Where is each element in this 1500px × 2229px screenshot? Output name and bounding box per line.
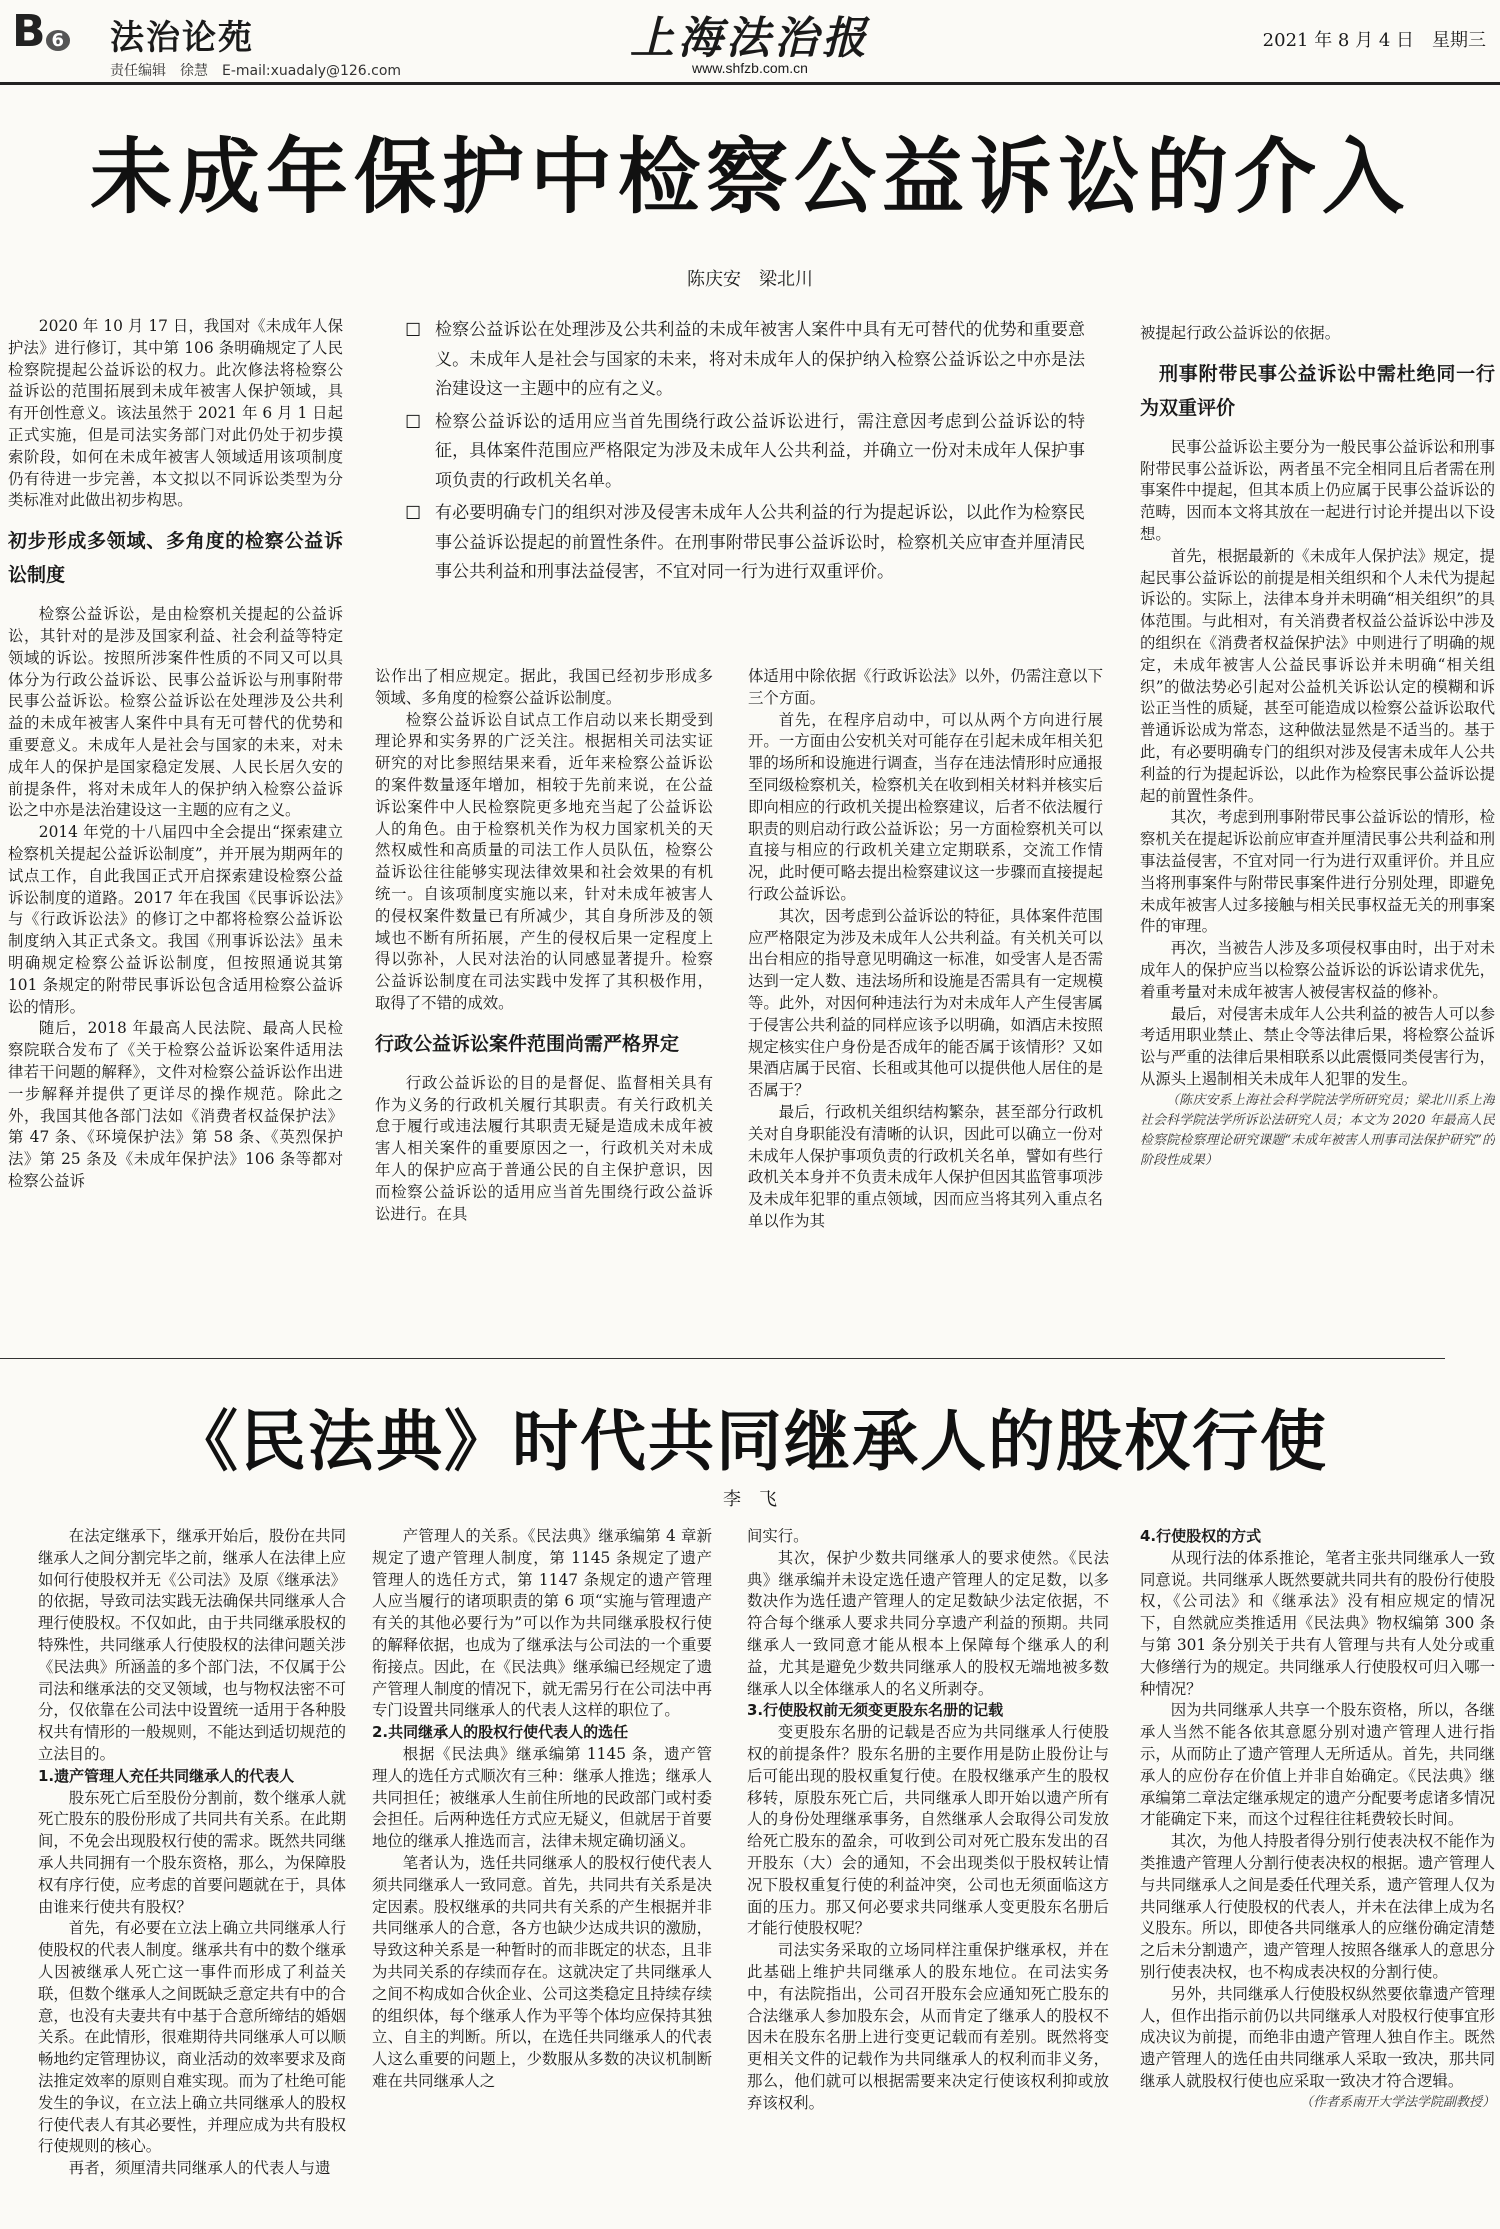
subheading: 初步形成多领域、多角度的检察公益诉讼制度 (8, 530, 343, 587)
page-number-badge (12, 6, 70, 57)
paragraph: 再者，须厘清共同继承人的代表人与遗 (68, 2159, 331, 2178)
checkbox-bullet-icon: ☐ (405, 503, 422, 524)
paragraph: 讼作出了相应规定。据此，我国已经初步形成多领域、多角度的检察公益诉讼制度。 (375, 667, 713, 707)
paragraph: 其次，保护少数共同继承人的要求使然。《民法典》继承编并未设定选任遗产管理人的定足数，以多数决作为选任遗产管理人的定足数缺少法定依据，不符合每个继承人要求共同分享遗产利益的预期。共同继承人一致同意才能从根本上保障每个继承人的利益，尤其是避免少数共同继承人的股权无端地被多数继承人以全体继承人的名义所剥夺。 (747, 1548, 1109, 1698)
paragraph: 体适用中除依据《行政诉讼法》以外，仍需注意以下三个方面。 (748, 667, 1103, 707)
subheading: 1.遗产管理人充任共同继承人的代表人 (38, 1766, 295, 1785)
paragraph: 2020 年 10 月 17 日，我国对《未成年人保护法》进行修订，其中第 106 条明确规定了人民检察院提起公益诉讼的权力。此次修法将检察公益诉讼的范围拓展到未成年被害人保护领域，具有开创性意义。该法虽然于 2021 年 6 月 1 日起正式实施，但是司法实务部门对此仍处于初步摸索阶段，如何在未成年被害人领域适用该项制度仍有待进一步完善，本文拟以不同诉讼类型为分类标准对此做出初步构思。 (8, 317, 343, 510)
article1-title: 未成年保护中检察公益诉讼的介入 (89, 130, 1410, 225)
paragraph: 首先，在程序启动中，可以从两个方向进行展开。一方面由公安机关对可能存在引起未成年相关犯罪的场所和设施进行调查，当存在违法情形时应通报至同级检察机关，检察机关在收到相关材料并核实后即向相应的行政机关提出检察建议，后者不依法履行职责的则启动行政公益诉讼；另一方面检察机关可以直接与相应的行政机关建立定期联系，交流工作情况，此时便可略去提出检察建议这一步骤而直接提起行政公益诉讼。 (748, 710, 1103, 903)
paragraph: 在法定继承下，继承开始后，股份在共同继承人之间分割完毕之前，继承人在法律上应如何行使股权并无《公司法》及原《继承法》的依据，导致司法实践无法确保共同继承人合理行使股权。不仅如此，由于共同继承股权的特殊性，共同继承人行使股权的法律问题关涉《民法典》所涵盖的多个部门法，不仅属于公司法和继承法的交叉领域，也与物权法密不可分，仅依靠在公司法中设置统一适用于各种股权共有情形的一般规则，不能达到适切规范的立法目的。 (38, 1527, 346, 1763)
article2-column-3 (747, 1526, 1109, 2226)
paragraph: 最后，对侵害未成年人公共利益的被告人可以参考适用职业禁止、禁止令等法律后果，将检察公益诉讼与严重的法律后果相联系以此震慑同类侵害行为，从源头上遏制相关未成年人犯罪的发生。 (1140, 1004, 1495, 1088)
highlight-item (405, 316, 1085, 405)
paragraph: 首先，根据最新的《未成年人保护法》规定，提起民事公益诉讼的前提是相关组织和个人未代为提起诉讼的。实际上，法律本身并未明确“相关组织”的具体范围。与此相对，有关消费者权益公益诉讼中涉及的组织在《消费者权益保护法》中则进行了明确的规定，未成年被害人公益民事诉讼并未明确“相关组织”的做法势必引起对公益机关诉讼认定的模糊和诉讼正当性的质疑，甚至可能造成以检察公益诉讼取代普通诉讼成为常态，这种做法显然是不适当的。基于此，有必要明确专门的组织对涉及侵害未成年人公共利益的行为提起诉讼，以此作为检察民事公益诉讼提起的前置性条件。 (1140, 546, 1495, 805)
article2-author: 李 飞 (723, 1489, 777, 1510)
issue-date: 2021 年 8 月 4 日 星期三 (1262, 30, 1486, 51)
editor-credit: 责任编辑 徐慧 E-mail:xuadaly@126.com (110, 63, 402, 79)
paragraph: 再次，当被告人涉及多项侵权事由时，出于对未成年人的保护应当以检察公益诉讼的诉讼请求优先，着重考量对未成年被害人被侵害权益的修补。 (1140, 939, 1495, 1001)
paragraph: 间实行。 (747, 1527, 809, 1545)
subheading: 行政公益诉讼案件范围尚需严格界定 (375, 1032, 680, 1055)
paragraph: 从现行法的体系推论，笔者主张共同继承人一致同意说。共同继承人既然要就共同共有的股份行使股权，《公司法》和《继承法》没有相应规定的情况下，自然就应类推适用《民法典》物权编第 300 条与第 301 条分别关于共有人管理与共有人处分或重大修缮行为的规定。共同继承人行使股权可归入哪一种情况？ (1140, 1548, 1495, 1698)
paragraph: 产管理人的关系。《民法典》继承编第 4 章新规定了遗产管理人制度，第 1145 条规定了遗产管理人的选任方式，第 1147 条规定的遗产管理人应当履行的诸项职责的第 6 项“实施与管理遗产有关的其他必要行为”可以作为共同继承股权行使的解释依据，也成为了继承法与公司法的一个重要衔接点。因此，在《民法典》继承编已经规定了遗产管理人制度的情况下，就无需另行在公司法中再专门设置共同继承人的代表人这样的职位了。 (372, 1527, 712, 1720)
subheading: 2.共同继承人的股权行使代表人的选任 (372, 1723, 629, 1742)
checkbox-bullet-icon: ☐ (405, 320, 422, 341)
highlight-text: 检察公益诉讼在处理涉及公共利益的未成年被害人案件中具有无可替代的优势和重要意义。未成年人是社会与国家的未来，将对未成年人的保护纳入检察公益诉讼之中亦是法治建设这一主题中的应有之义。 (435, 320, 1085, 399)
paragraph: 变更股东名册的记载是否应为共同继承人行使股权的前提条件？股东名册的主要作用是防止股份让与后可能出现的股权重复行使。在股权继承产生的股权移转，原股东死亡后，共同继承人即开始以遗产所有人的身份处理继承事务，自然继承人会取得公司发放给死亡股东的盈余，可收到公司对死亡股东发出的召开股东（大）会的通知，不会出现类似于股权转让情况下股权重复行使的利益冲突，公司也无须面临这方面的压力。那又何必要求共同继承人变更股东名册后才能行使股权呢？ (747, 1723, 1109, 1938)
paragraph: 行政公益诉讼的目的是督促、监督相关具有作为义务的行政机关履行其职责。有关行政机关怠于履行或违法履行其职责无疑是造成未成年被害人相关案件的重要原因之一，行政机关对未成年人的保护应高于普通公民的自主保护意识，因而检察公益诉讼的适用应当首先围绕行政公益诉讼进行。在具 (375, 1073, 713, 1223)
newspaper-url: www.shfzb.com.cn (692, 60, 808, 76)
paragraph: 首先，有必要在立法上确立共同继承人行使股权的代表人制度。继承共有中的数个继承人因被继承人死亡这一事件而形成了利益关联，但数个继承人之间既缺乏意定共有中的合意，也没有夫妻共有中基于合意所缔结的婚姻关系。在此情形，很难期待共同继承人可以顺畅地约定管理协议，商业活动的效率要求及商法推定效率的原则自难实现。而为了杜绝可能发生的争议，在立法上确立共同继承人的股权行使代表人有其必要性，并理应成为共有股权行使规则的核心。 (38, 1919, 346, 2156)
article1-column-4 (1140, 323, 1495, 1353)
paragraph: 另外，共同继承人行使股权纵然要依靠遗产管理人，但作出指示前仍以共同继承人对股权行使事宜形成决议为前提，而绝非由遗产管理人独自作主。既然遗产管理人的选任由共同继承人采取一致决，那共同继承人就股权行使也应采取一致决才符合逻辑。 (1140, 1984, 1495, 2090)
paragraph: 民事公益诉讼主要分为一般民事公益诉讼和刑事附带民事公益诉讼，两者虽不完全相同且后者需在刑事案件中提起，但其本质上仍应属于民事公益诉讼的范畴，因而本文将其放在一起进行讨论并提出以下设想。 (1140, 437, 1495, 543)
paragraph: 其次，因考虑到公益诉讼的特征，具体案件范围应严格限定为涉及未成年人公共利益。有关机关可以出台相应的指导意见明确这一标准，如受害人是否需达到一定人数、违法场所和设施是否需具有一定规模等。此外，对因何种违法行为对未成年人产生侵害属于侵害公共利益的同样应该予以明确，如酒店未按照规定核实住户身份是否成年的能否属于该情形？又如果酒店属于民宿、长租或其他可以提供他人居住的是否属于？ (748, 906, 1103, 1100)
paragraph: 笔者认为，选任共同继承人的股权行使代表人须共同继承人一致同意。首先，共同共有关系是决定因素。股权继承的共同共有关系的产生根据并非共同继承人的合意，各方也缺少达成共识的激励，导致这种关系是一种暂时的而非既定的状态，且非为共同关系的存续而存在。这就决定了共同继承人之间不构成如合伙企业、公司这类稳定且持续存续的组织体，每个继承人作为平等个体均应保持其独立、自主的判断。所以，在选任共同继承人的代表人这么重要的问题上，少数服从多数的决议机制断难在共同继承人之 (372, 1853, 712, 2090)
author-note: （作者系南开大学法学院副教授） (1299, 2094, 1495, 2110)
paragraph: 被提起行政公益诉讼的依据。 (1140, 324, 1341, 342)
paragraph: 2014 年党的十八届四中全会提出“探索建立检察机关提起公益诉讼制度”，并开展为期两年的试点工作，自此我国正式开启探索建设检察公益诉讼制度的道路。2017 年在我国《民事诉讼法》与《行政诉讼法》的修订之中都将检察公益诉讼制度纳入其正式条文。我国《刑事诉讼法》虽未明确规定检察公益诉讼制度，但按照通说其第 101 条规定的附带民事诉讼包含适用检察公益诉讼的情形。 (8, 823, 343, 1016)
article2-column-1 (38, 1526, 346, 2226)
highlight-item (405, 499, 1085, 588)
paragraph: 最后，行政机关组织结构繁杂，甚至部分行政机关对自身职能没有清晰的认识，因此可以确立一份对未成年人保护事项负责的行政机关名单，譬如有些行政机关本身并不负责未成年人保护但因其监管事项涉及未成年犯罪的重点领域，因而应当将其列入重点名单以作为其 (748, 1102, 1103, 1230)
page-number: 6 (46, 30, 71, 51)
article1-column-2 (375, 666, 713, 1341)
section-title: 法治论苑 (110, 18, 254, 58)
article2-column-2 (372, 1526, 712, 2226)
highlight-text: 检察公益诉讼的适用应当首先围绕行政公益诉讼进行，需注意因考虑到公益诉讼的特征，具体案件范围应严格限定为涉及未成年人公共利益，并确立一份对未成年人保护事项负责的行政机关名单。 (435, 411, 1085, 491)
highlight-text: 有必要明确专门的组织对涉及侵害未成年人公共利益的行为提起诉讼，以此作为检察民事公益诉讼提起的前置性条件。在刑事附带民事公益诉讼时，检察机关应审查并厘清民事公共利益和刑事法益侵害，不宜对同一行为进行双重评价。 (435, 503, 1085, 582)
article2-title: 《民法典》时代共同继承人的股权行使 (172, 1403, 1328, 1480)
subheading: 刑事附带民事公益诉讼中需杜绝同一行为双重评价 (1140, 362, 1495, 419)
paragraph: 根据《民法典》继承编第 1145 条，遗产管理人的选任方式顺次有三种：继承人推选；继承人共同担任；被继承人生前住所地的民政部门或村委会担任。后两种选任方式应无疑义，但就居于首要地位的继承人推选而言，法律未规定确切涵义。 (372, 1744, 712, 1851)
article1-highlights (405, 316, 1085, 591)
paragraph: 因为共同继承人共享一个股东资格，所以，各继承人当然不能各依其意愿分别对遗产管理人进行指示，从而防止了遗产管理人无所适从。首先，共同继承人的应份存在价值上并非自始确定。《民法典》继承编第二章法定继承规定的遗产分配要考虑诸多情况才能确定下来，而这个过程往往耗费较长时间。 (1140, 1701, 1495, 1829)
author-note: （陈庆安系上海社会科学院法学所研究员；梁北川系上海社会科学院法学所诉讼法研究人员；本文为 2020 年最高人民检察院检察理论研究课题“未成年被害人刑事司法保护研究”的阶段性成果） (1140, 1092, 1495, 1168)
header-rule (0, 82, 1500, 85)
checkbox-bullet-icon: ☐ (405, 411, 422, 433)
article2-column-4 (1140, 1526, 1495, 2226)
subheading: 3.行使股权前无须变更股东名册的记载 (747, 1701, 1004, 1720)
paragraph: 检察公益诉讼自试点工作启动以来长期受到理论界和实务界的广泛关注。根据相关司法实证研究的对比参照结果来看，近年来检察公益诉讼的案件数量逐年增加，相较于先前来说，在公益诉讼案件中人民检察院更多地充当起了公益诉讼人的角色。由于检察机关作为权力国家机关的天然权威性和高质量的司法工作人员队伍，检察公益诉讼往往能够实现法律效果和社会效果的有机统一。自该项制度实施以来，针对未成年被害人的侵权案件数量已有所减少，其自身所涉及的领域也不断有所拓展，产生的侵权后果一定程度上得以弥补，人民对法治的认同感显著提升。检察公益诉讼制度在司法实践中发挥了其积极作用，取得了不错的成效。 (375, 710, 713, 1012)
paragraph: 股东死亡后至股份分割前，数个继承人就死亡股东的股份形成了共同共有关系。在此期间，不免会出现股权行使的需求。既然共同继承人共同拥有一个股东资格，那么，为保障股权有序行使，应考虑的首要问题就在于，具体由谁来行使共有股权？ (38, 1788, 346, 1916)
article1-authors: 陈庆安 梁北川 (687, 269, 813, 290)
article1-column-3 (748, 666, 1103, 1341)
highlight-item (405, 408, 1085, 497)
newspaper-logo: 上海法治报 (630, 13, 870, 64)
paragraph: 司法实务采取的立场同样注重保护继承权，并在此基础上维护共同继承人的股东地位。在司法实务中，有法院指出，公司召开股东会应通知死亡股东的合法继承人参加股东会，从而肯定了继承人的股权不因未在股东名册上进行变更记载而有差别。既然将变更相关文件的记载作为共同继承人的权利而非义务，那么，他们就可以根据需要来决定行使该权利抑或放弃该权利。 (747, 1941, 1109, 2112)
paragraph: 检察公益诉讼，是由检察机关提起的公益诉讼，其针对的是涉及国家利益、社会利益等特定领域的诉讼。按照所涉案件性质的不同又可以具体分为行政公益诉讼、民事公益诉讼与刑事附带民事公益诉讼。检察公益诉讼在处理涉及公共利益的未成年被害人案件中具有无可替代的优势和重要意义。未成年人是社会与国家的未来，对未成年人的保护是国家稳定发展、人民长居久安的前提条件，将对未成年人的保护纳入检察公益诉讼之中亦是法治建设这一主题的应有之义。 (8, 605, 343, 820)
paragraph: 其次，考虑到刑事附带民事公益诉讼的情形，检察机关在提起诉讼前应审查并厘清民事公共利益和刑事法益侵害，不宜对同一行为进行双重评价。并且应当将刑事案件与附带民事案件进行分别处理，即避免未成年被害人过多接触与相关民事权益无关的刑事案件的审理。 (1140, 808, 1495, 936)
subheading: 4.行使股权的方式 (1140, 1527, 1262, 1545)
page-letter: B (12, 6, 46, 57)
paragraph: 其次，为他人持股者得分别行使表决权不能作为类推遗产管理人分割行使表决权的根据。遗产管理人与共同继承人之间是委任代理关系，遗产管理人仅为共同继承人行使股权的代表人，并未在法律上成为名义股东。所以，即使各共同继承人的应继份确定清楚之后未分割遗产，遗产管理人按照各继承人的意思分别行使表决权，也不构成表决权的分割行使。 (1140, 1832, 1495, 1981)
article1-column-1 (8, 316, 343, 1341)
article-divider (0, 1358, 1445, 1359)
paragraph: 随后，2018 年最高人民法院、最高人民检察院联合发布了《关于检察公益诉讼案件适用法律若干问题的解释》，文件对检察公益诉讼作出进一步解释并提供了更详尽的操作规范。除此之外，我国其他各部门法如《消费者权益保护法》第 47 条、《环境保护法》第 58 条、《英烈保护法》第 25 条及《未成年保护法》106 条等都对检察公益诉 (8, 1019, 343, 1190)
